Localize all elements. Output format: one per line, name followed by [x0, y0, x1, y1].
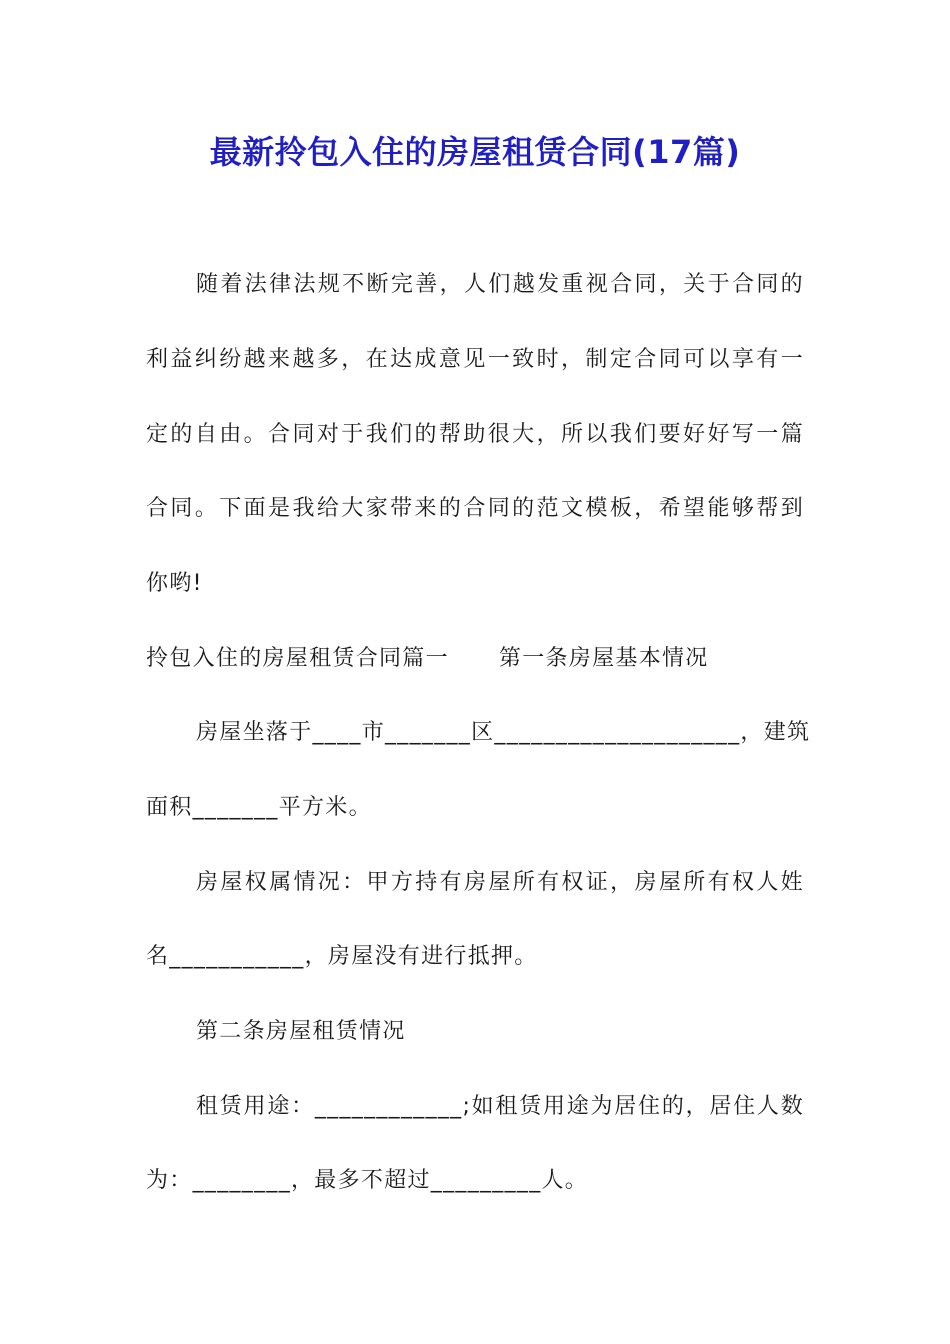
intro-paragraph-line-4: 合同。下面是我给大家带来的合同的范文模板，希望能够帮到 [146, 496, 804, 521]
lease-purpose-line: 租赁用途：____________;如租赁用途为居住的，居住人数 [196, 1094, 804, 1119]
section-title: 拎包入住的房屋租赁合同篇一 [146, 646, 449, 671]
intro-paragraph-line-5: 你哟! [146, 571, 203, 596]
intro-paragraph-line-2: 利益纠纷越来越多，在达成意见一致时，制定合同可以享有一 [146, 347, 804, 372]
ownership-line-1: 房屋权属情况：甲方持有房屋所有权证，房屋所有权人姓 [196, 870, 804, 895]
occupants-line: 为：________，最多不超过_________人。 [146, 1168, 589, 1193]
intro-paragraph-line-1: 随着法律法规不断完善，人们越发重视合同，关于合同的 [196, 272, 804, 297]
article-1-heading: 第一条房屋基本情况 [498, 646, 709, 671]
property-area-line: 面积_______平方米。 [146, 795, 372, 820]
article-2-heading: 第二条房屋租赁情况 [196, 1019, 406, 1044]
property-location-line: 房屋坐落于____市_______区____________________，建筑 [196, 720, 811, 745]
section-heading-row [146, 644, 806, 674]
document-title: 最新拎包入住的房屋租赁合同(17篇) [209, 133, 741, 171]
ownership-line-2: 名___________，房屋没有进行抵押。 [146, 944, 538, 969]
intro-paragraph-line-3: 定的自由。合同对于我们的帮助很大，所以我们要好好写一篇 [146, 422, 804, 447]
